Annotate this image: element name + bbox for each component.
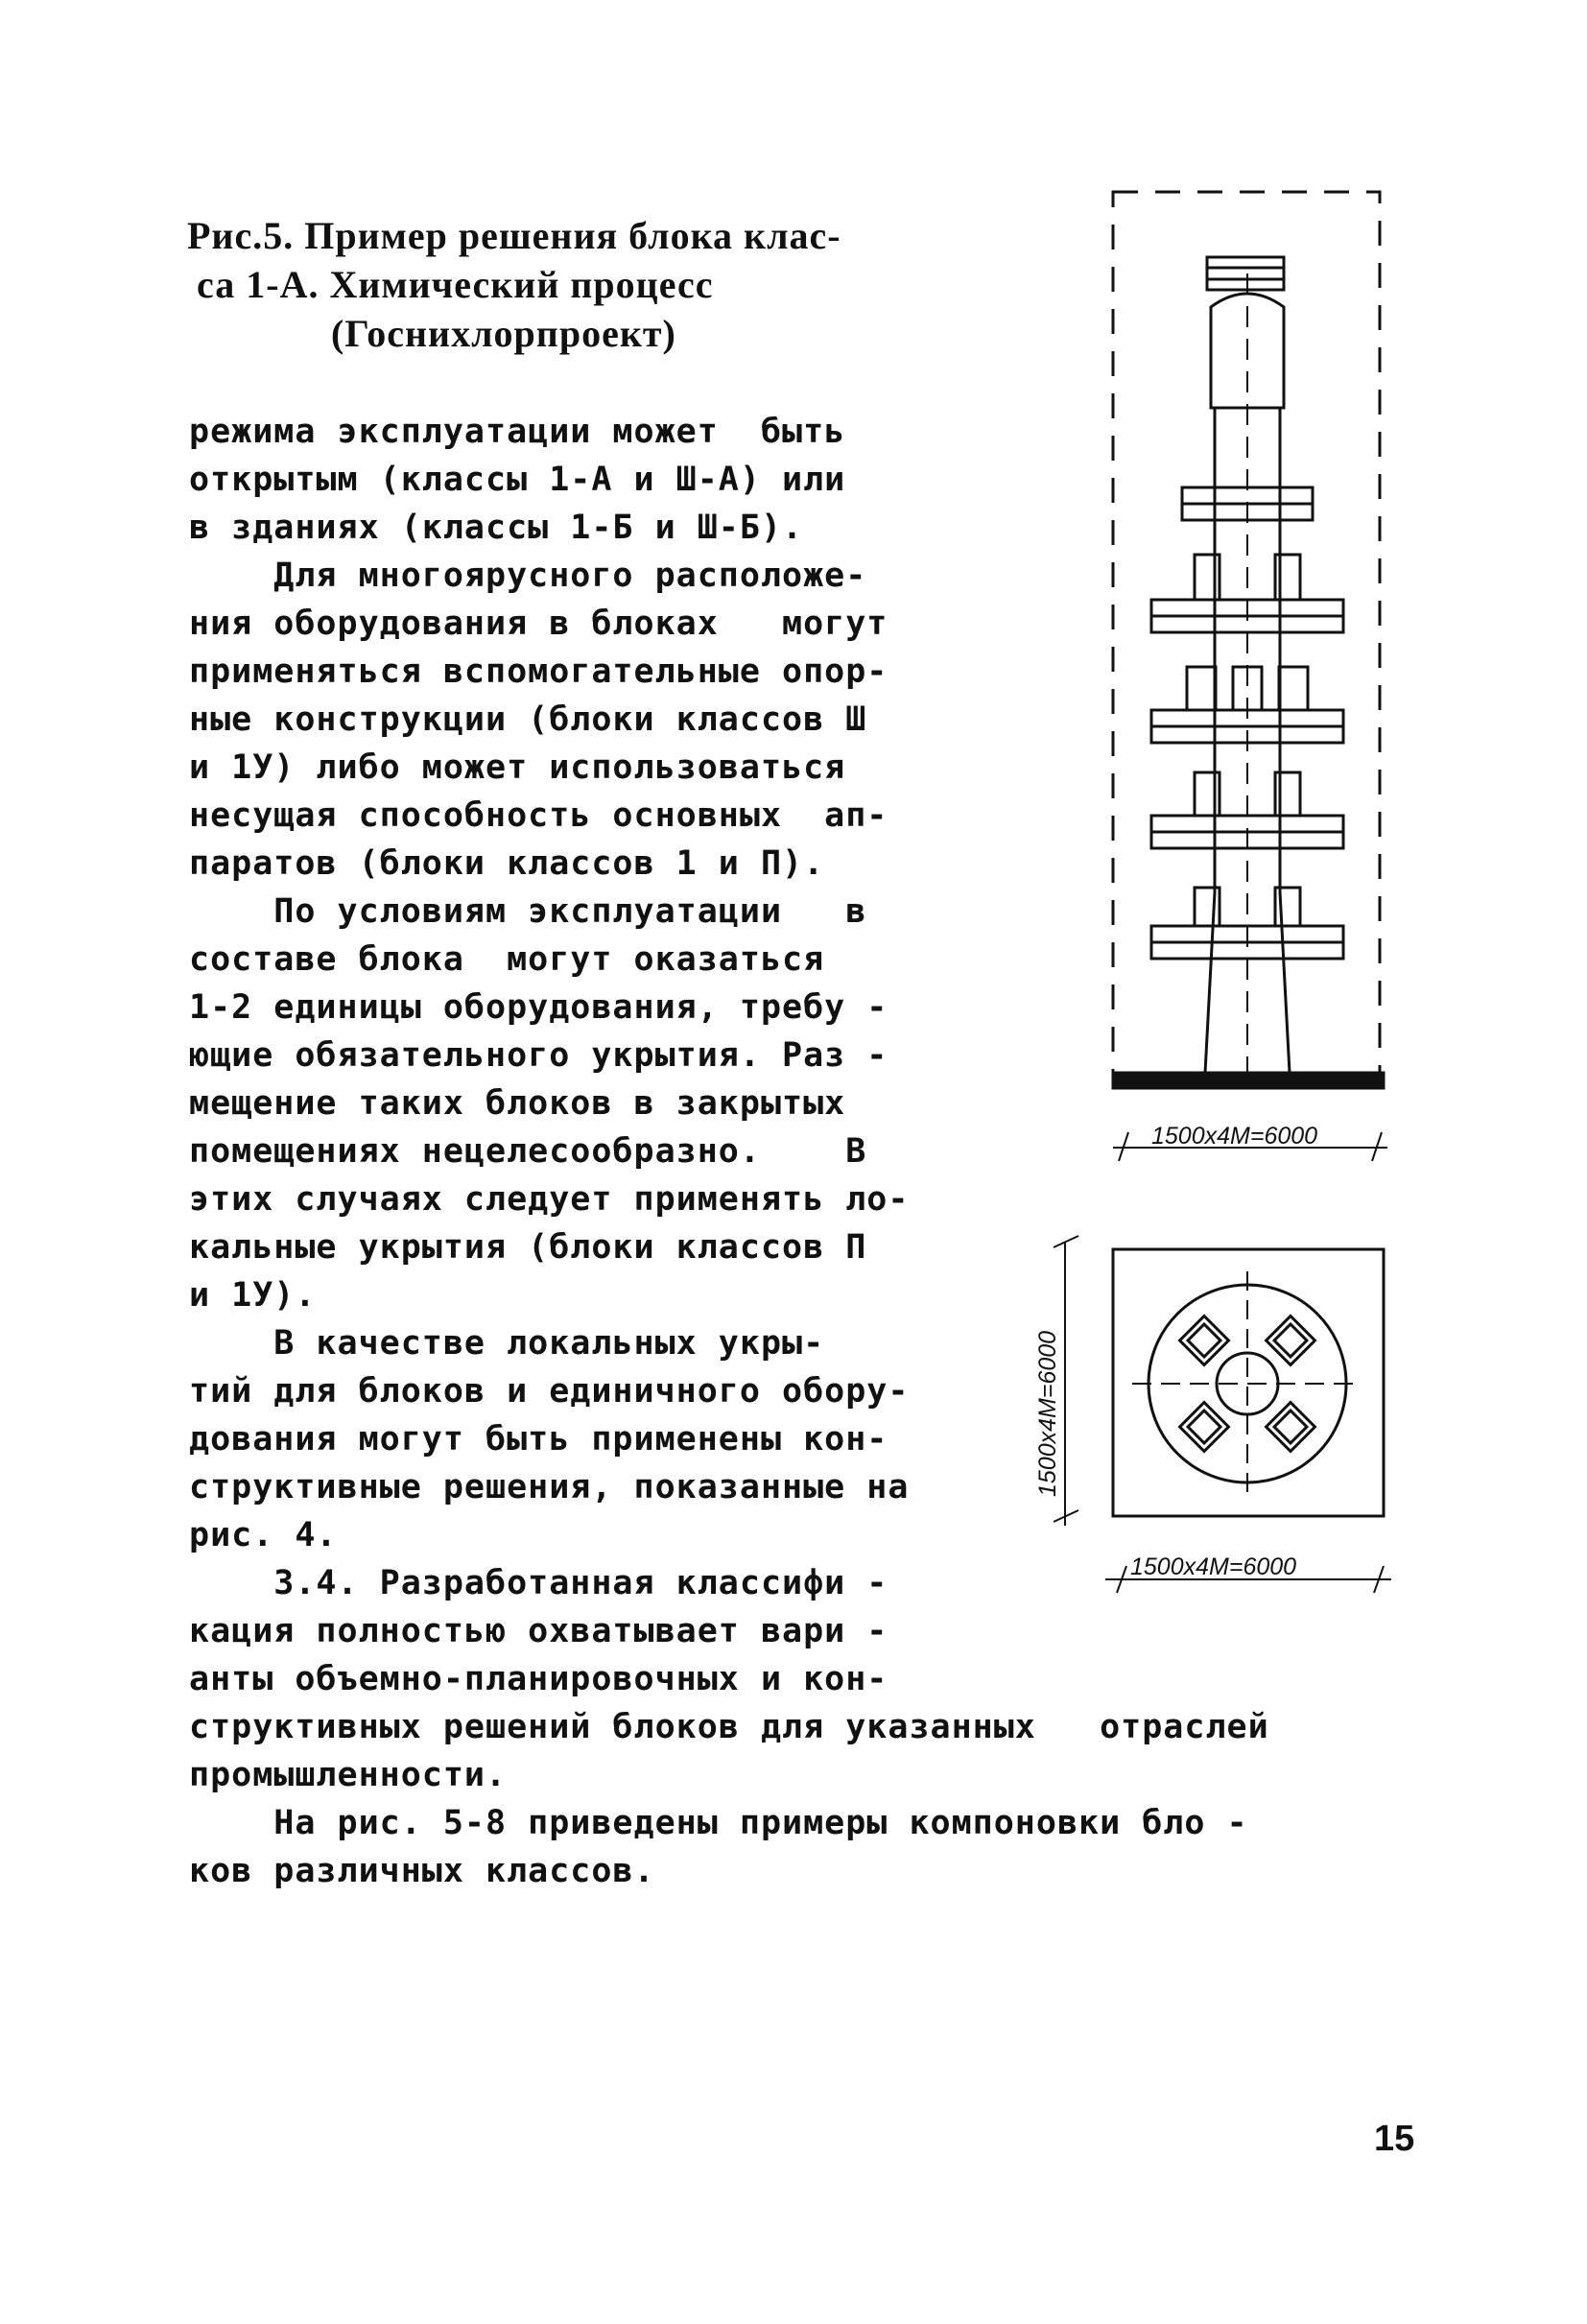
body-line: дования могут быть применены кон- [189, 1420, 888, 1458]
caption-line: са 1-А. Химический процесс [197, 263, 714, 306]
caption-line: (Госнихлорпроект) [331, 312, 676, 355]
elevation-view [1113, 192, 1387, 1161]
plan-width-dimension-label: 1500x4M=6000 [1130, 1553, 1297, 1580]
body-line: ния оборудования в блоках могут [189, 605, 888, 643]
plan-height-dimension-label: 1500x4M=6000 [1034, 1330, 1061, 1497]
body-line: ков различных классов. [189, 1852, 655, 1890]
body-line: и 1У) либо может использоваться [189, 748, 846, 787]
body-line: и 1У). [189, 1276, 317, 1315]
top-cap [1207, 257, 1284, 290]
body-line: паратов (блоки классов 1 и П). [189, 844, 825, 883]
plan-view [1034, 1236, 1391, 1593]
body-line: составе блока могут оказаться [189, 940, 825, 979]
body-line: структивных решений блоков для указанных отраслей [189, 1708, 1269, 1746]
body-line: промышленности. [189, 1756, 508, 1794]
body-line: Для многоярусного расположе- [189, 557, 867, 595]
page-number: 15 [1374, 2119, 1415, 2159]
body-line: В качестве локальных укры- [189, 1324, 825, 1363]
body-line: ные конструкции (блоки классов Ш [189, 700, 867, 739]
body-line: открытым (классы 1-А и Ш-А) или [189, 461, 846, 499]
elevation-dimension-label: 1500x4M=6000 [1151, 1123, 1318, 1150]
body-line: мещение таких блоков в закрытых [189, 1084, 846, 1123]
body-line: несущая способность основных ап- [189, 796, 888, 835]
body-line: рис. 4. [189, 1516, 338, 1554]
base-slab [1113, 1073, 1384, 1088]
body-line: применяться вспомогательные опор- [189, 652, 888, 691]
body-line: На рис. 5-8 приведены примеры компоновки бло - [189, 1804, 1248, 1842]
body-line: анты объемно-планировочных и кон- [189, 1660, 888, 1698]
caption-line: Рис.5. Пример решения блока клас- [187, 214, 841, 257]
body-line: 3.4. Разработанная классифи - [189, 1564, 888, 1602]
body-line: кальные укрытия (блоки классов П [189, 1228, 867, 1267]
body-line: режима эксплуатации может быть [189, 413, 846, 451]
body-line: в зданиях (классы 1-Б и Ш-Б). [189, 509, 804, 547]
body-line: помещениях нецелесообразно. В [189, 1132, 867, 1171]
equipment-box [1279, 667, 1308, 710]
equipment-box [1187, 667, 1216, 710]
body-line: ющие обязательного укрытия. Раз - [189, 1036, 888, 1075]
body-line: тий для блоков и единичного обору- [189, 1372, 910, 1411]
body-line: этих случаях следует применять ло- [189, 1180, 910, 1219]
body-line: кация полностью охватывает вари - [189, 1612, 888, 1650]
body-line: структивные решения, показанные на [189, 1468, 910, 1506]
body-line: 1-2 единицы оборудования, требу - [189, 988, 888, 1027]
body-line: По условиям эксплуатации в [189, 892, 867, 931]
